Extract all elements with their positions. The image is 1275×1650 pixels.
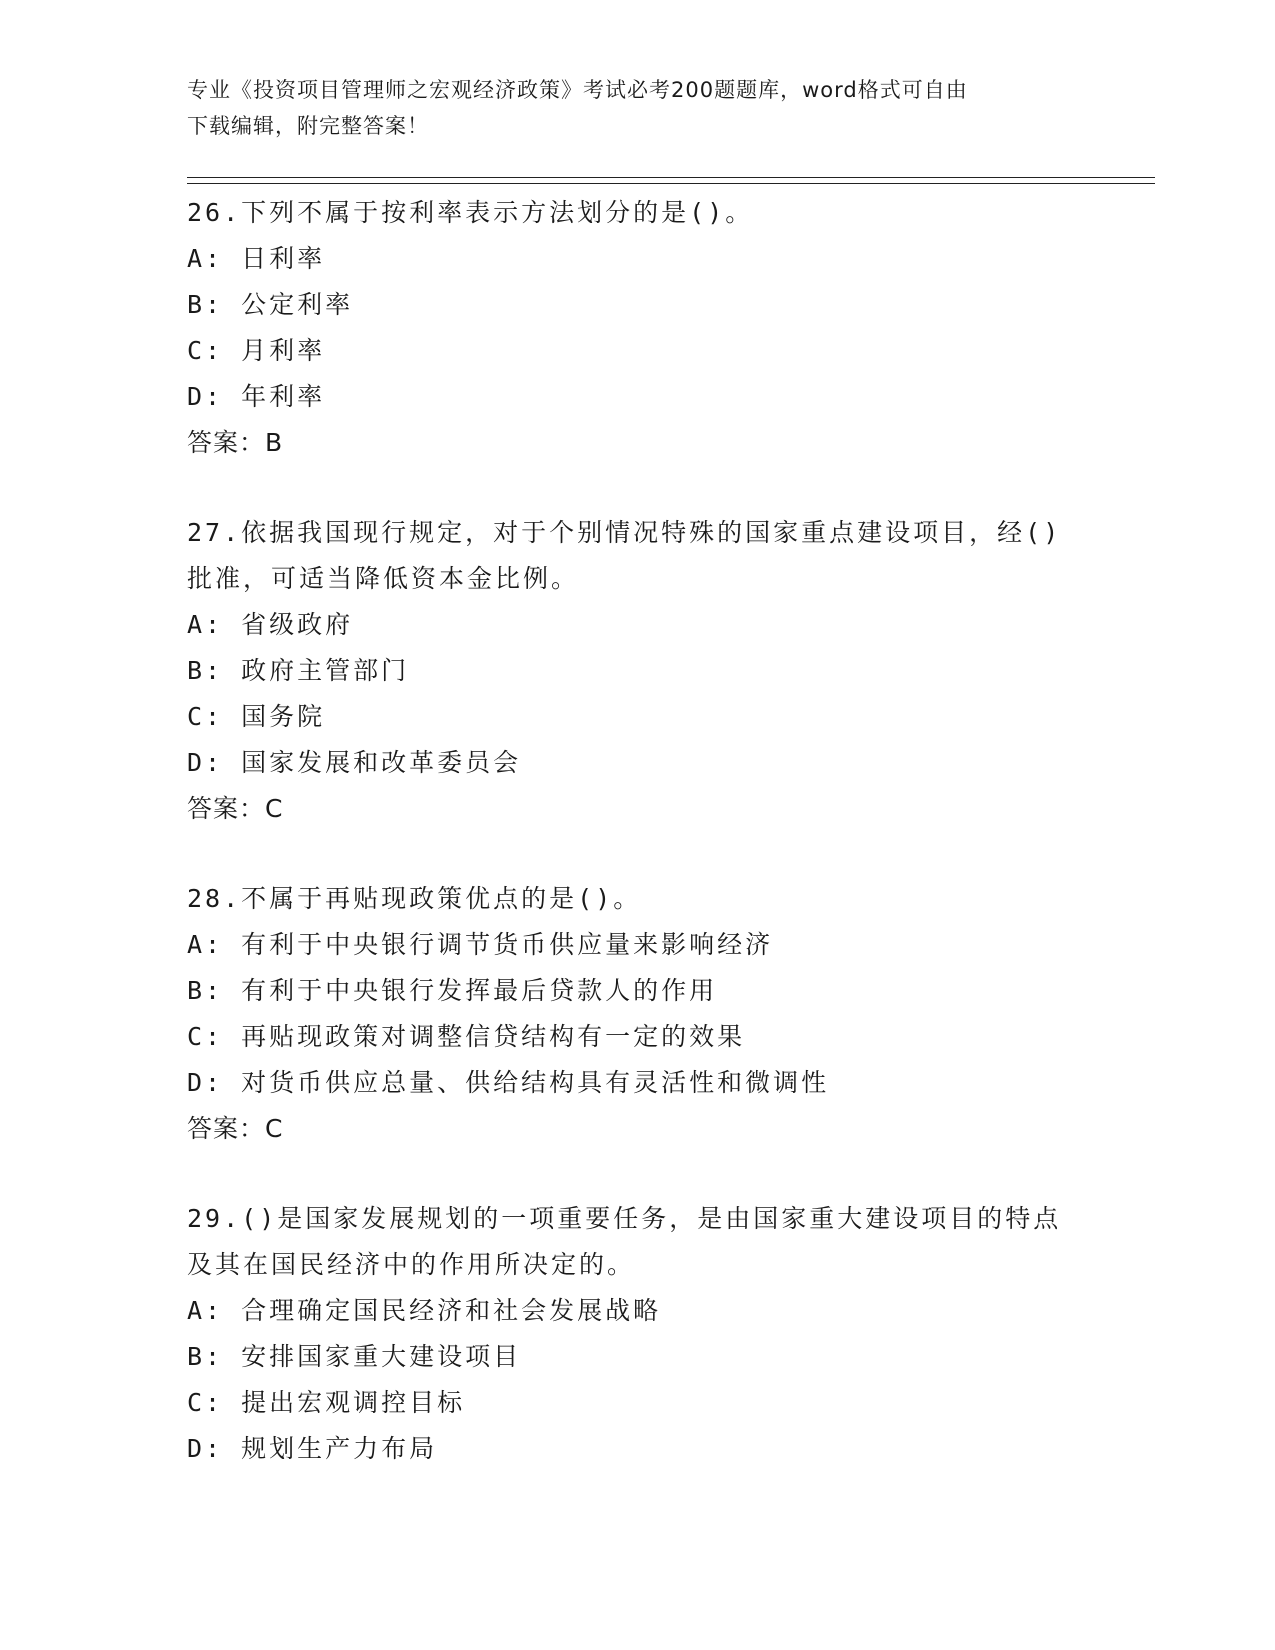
header-divider-top <box>187 177 1155 178</box>
question-stem <box>187 190 1087 236</box>
question-stem-line: 27.依据我国现行规定，对于个别情况特殊的国家重点建设项目，经() <box>187 518 1062 547</box>
option-d: D: 对货币供应总量、供给结构具有灵活性和微调性 <box>187 1068 830 1097</box>
option-d: D: 国家发展和改革委员会 <box>187 748 522 777</box>
option-c: C: 月利率 <box>187 336 326 365</box>
question-stem <box>187 1196 1087 1288</box>
question-stem-line: 29.()是国家发展规划的一项重要任务，是由国家重大建设项目的特点 <box>187 1204 1062 1233</box>
option-b: B: 安排国家重大建设项目 <box>187 1342 522 1371</box>
document-header <box>187 72 1067 144</box>
answer-text: 答案：B <box>187 428 284 457</box>
option-b: B: 有利于中央银行发挥最后贷款人的作用 <box>187 976 718 1005</box>
option-d: D: 规划生产力布局 <box>187 1434 438 1463</box>
option-c: C: 国务院 <box>187 702 326 731</box>
header-divider-bottom <box>187 183 1155 184</box>
option-b: B: 政府主管部门 <box>187 656 410 685</box>
question-stem <box>187 510 1087 602</box>
question-spacer <box>187 832 1087 876</box>
question-29 <box>187 1196 1087 1472</box>
option-d: D: 年利率 <box>187 382 326 411</box>
option-a: A: 合理确定国民经济和社会发展战略 <box>187 1296 662 1325</box>
answer-text: 答案：C <box>187 794 284 823</box>
option-c: C: 提出宏观调控目标 <box>187 1388 466 1417</box>
answer-text: 答案：C <box>187 1114 284 1143</box>
question-26 <box>187 190 1087 466</box>
question-spacer <box>187 1152 1087 1196</box>
option-c: C: 再贴现政策对调整信贷结构有一定的效果 <box>187 1022 746 1051</box>
question-stem <box>187 876 1087 922</box>
question-stem-line: 26.下列不属于按利率表示方法划分的是()。 <box>187 198 754 227</box>
option-a: A: 省级政府 <box>187 610 354 639</box>
option-a: A: 日利率 <box>187 244 326 273</box>
question-28 <box>187 876 1087 1152</box>
header-line-2: 下载编辑，附完整答案！ <box>187 114 429 138</box>
option-a: A: 有利于中央银行调节货币供应量来影响经济 <box>187 930 774 959</box>
question-stem-line: 及其在国民经济中的作用所决定的。 <box>187 1250 636 1279</box>
header-line-1: 专业《投资项目管理师之宏观经济政策》考试必考200题题库，word格式可自由 <box>187 78 968 102</box>
question-spacer <box>187 466 1087 510</box>
question-list <box>187 190 1087 1472</box>
question-27 <box>187 510 1087 832</box>
question-stem-line: 批准，可适当降低资本金比例。 <box>187 564 580 593</box>
option-b: B: 公定利率 <box>187 290 354 319</box>
question-stem-line: 28.不属于再贴现政策优点的是()。 <box>187 884 642 913</box>
